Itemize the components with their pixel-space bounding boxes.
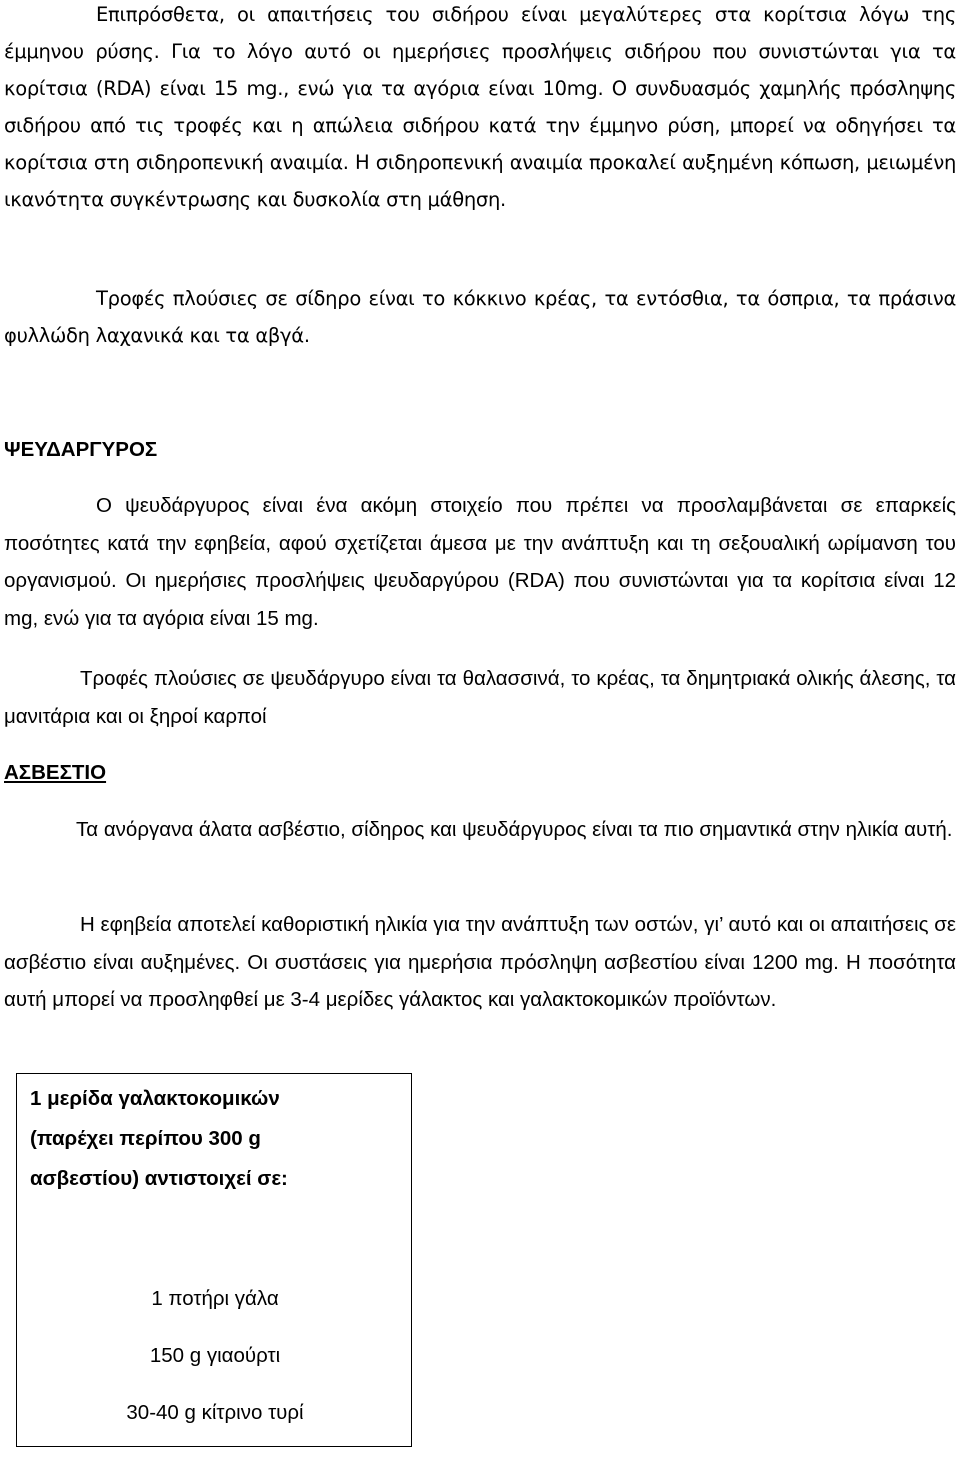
zinc-paragraph-2: Τροφές πλούσιες σε ψευδάργυρο είναι τα θαλασσινά, το κρέας, τα δημητριακά ολικής άλεσης, τα μανιτάρια και οι ξηροί καρποί — [4, 667, 956, 728]
zinc-paragraph-1: Ο ψευδάργυρος είναι ένα ακόμη στοιχείο που πρέπει να προσλαμβάνεται σε επαρκείς ποσότητες κατά την εφηβεία, αφού σχετίζεται άμεσα με την ανάπτυξη και τη σεξουαλική ωρίμανση του οργανισμού. Οι ημερήσιες προσλήψεις ψευδαργύρου (RDA) που συνιστώνται για τα κορίτσια είναι 12 mg, ενώ για τα αγόρια είναι 15 mg. — [4, 494, 956, 630]
zinc-heading: ΨΕΥΔΑΡΓΥΡΟΣ — [4, 438, 158, 461]
dairy-equivalents-list — [17, 1270, 413, 1441]
list-item: 30-40 g κίτρινο τυρί — [126, 1401, 304, 1424]
calcium-paragraph-2: Η εφηβεία αποτελεί καθοριστική ηλικία για την ανάπτυξη των οστών, γι’ αυτό και οι απαιτήσεις σε ασβέστιο είναι αυξημένες. Οι συστάσεις για ημερήσια πρόσληψη ασβεστίου είναι 1200 mg. Η ποσότητα αυτή μπορεί να προσληφθεί με 3-4 μερίδες γάλακτος και γαλακτοκομικών προϊόντων. — [4, 913, 956, 1011]
dairy-box-title-line: (παρέχει περίπου 300 g — [30, 1127, 261, 1150]
calcium-paragraph-1: Τα ανόργανα άλατα ασβέστιο, σίδηρος και ψευδάργυρος είναι τα πιο σημαντικά στην ηλικία αυτή. — [76, 818, 953, 841]
list-item: 150 g γιαούρτι — [149, 1344, 281, 1367]
calcium-heading: ΑΣΒΕΣΤΙΟ — [4, 761, 107, 784]
dairy-box-title — [30, 1079, 390, 1199]
dairy-serving-box — [16, 1073, 412, 1447]
dairy-box-title-line: 1 μερίδα γαλακτοκομικών — [30, 1087, 280, 1110]
dairy-box-title-line: ασβεστίου) αντιστοιχεί σε: — [30, 1167, 288, 1190]
iron-paragraph-2: Τροφές πλούσιες σε σίδηρο είναι το κόκκινο κρέας, τα εντόσθια, τα όσπρια, τα πράσινα φυλλώδη λαχανικά και τα αβγά. — [4, 287, 956, 347]
iron-paragraph-1: Επιπρόσθετα, οι απαιτήσεις του σιδήρου είναι μεγαλύτερες στα κορίτσια λόγω της έμμηνου ρύσης. Για το λόγο αυτό οι ημερήσιες προσλήψεις σιδήρου που συνιστώνται για τα κορίτσια (RDA) είναι 15 mg., ενώ για τα αγόρια είναι 10mg. Ο συνδυασμός χαμηλής πρόσληψης σιδήρου από τις τροφές και η απώλεια σιδήρου κατά την έμμηνο ρύση, μπορεί να οδηγήσει τα κορίτσια στη σιδηροπενική αναιμία. Η σιδηροπενική αναιμία προκαλεί αυξημένη κόπωση, μειωμένη ικανότητα συγκέντρωσης και δυσκολία στη μάθηση. — [4, 3, 956, 211]
list-item: 1 ποτήρι γάλα — [151, 1287, 279, 1310]
